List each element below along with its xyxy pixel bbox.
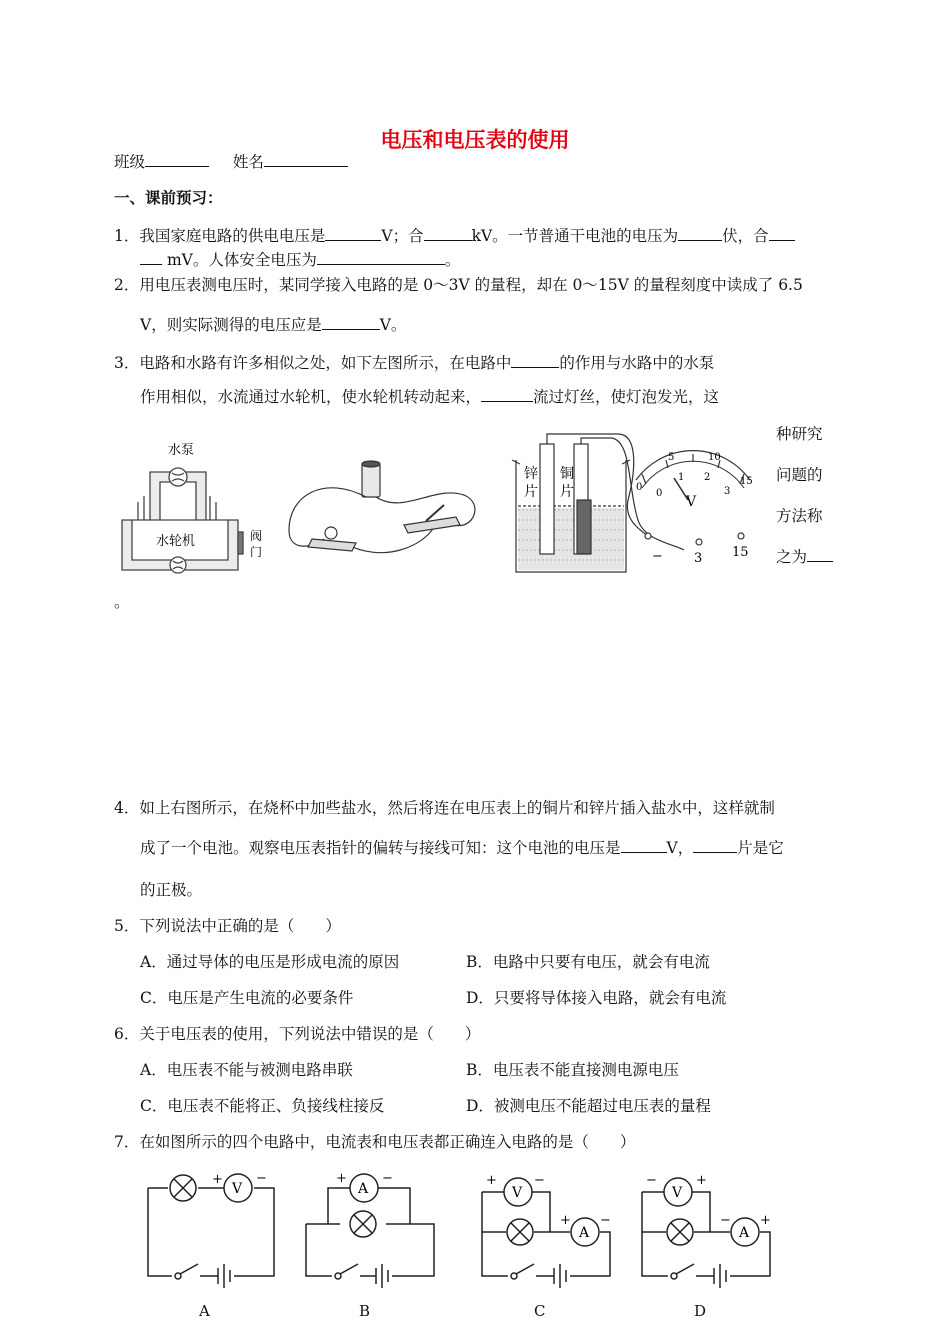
ammeter-b-label: A (358, 1181, 369, 1197)
water-circuit-figure (110, 432, 285, 582)
ammeter-d-label: A (739, 1225, 750, 1241)
scale-bottom-0: 0 (656, 488, 663, 499)
q4-text-a: 成了一个电池。观察电压表指针的偏转与接线可知：这个电池的电压是 (140, 839, 621, 857)
q1-blank-4[interactable] (769, 226, 795, 241)
q1-text-c: kV。一节普通干电池的电压为 (471, 227, 679, 245)
minus-c-v: − (534, 1173, 545, 1188)
scale-top-15: 15 (740, 476, 753, 487)
circuit-d[interactable] (636, 1168, 776, 1292)
valve-label-1: 阀 (250, 529, 263, 543)
q3-side-3: 方法称 (776, 507, 823, 525)
q7-stem: 7．在如图所示的四个电路中，电流表和电压表都正确连入电路的是（ ） (114, 1133, 636, 1151)
terminal-3: 3 (694, 551, 703, 566)
q3-blank-3[interactable] (807, 547, 833, 562)
voltmeter-a-label: V (232, 1181, 243, 1197)
q2-blank[interactable] (322, 315, 380, 330)
q3-text-b: 的作用与水路中的水泵 (559, 354, 715, 372)
q1-line2 (140, 250, 460, 270)
plus-d-v: + (696, 1173, 707, 1188)
ammeter-c-label: A (579, 1225, 590, 1241)
q3-line2 (140, 387, 719, 407)
q2-line1: 2．用电压表测电压时，某同学接入电路的是 0～3V 的量程，却在 0～15V 的量程刻度中读成了 6.5 (114, 276, 803, 294)
q3-side-4 (776, 547, 833, 567)
q1-text-f: 。 (444, 251, 461, 269)
q3-blank-2[interactable] (481, 387, 533, 402)
q4-line3: 的正极。 (140, 881, 203, 899)
q3-blank-1[interactable] (511, 353, 559, 368)
q5-stem: 5．下列说法中正确的是（ ） (114, 917, 341, 935)
caption-b: B (359, 1302, 371, 1320)
q1-text-a: 1．我国家庭电路的供电电压是 (114, 227, 326, 245)
q6-option-c[interactable]: C．电压表不能将正、负接线柱接反 (140, 1097, 385, 1115)
scale-top-0: 0 (636, 482, 643, 493)
valve-label-2: 门 (250, 545, 263, 559)
pump-label: 水泵 (168, 443, 195, 458)
plus-d-a: + (760, 1213, 771, 1228)
q5-option-c[interactable]: C．电压是产生电流的必要条件 (140, 989, 354, 1007)
scale-bottom-1: 1 (678, 472, 685, 483)
q2-text-b: V。 (379, 316, 407, 334)
q1-blank-1[interactable] (325, 226, 381, 241)
page-title: 电压和电压表的使用 (380, 128, 570, 152)
q4-blank-1[interactable] (621, 838, 667, 853)
q5-option-a[interactable]: A．通过导体的电压是形成电流的原因 (140, 953, 400, 971)
q1-blank-4b[interactable] (140, 250, 162, 265)
class-label: 班级 (114, 153, 146, 171)
plus-a: + (212, 1172, 223, 1187)
q1-blank-5[interactable] (317, 250, 445, 265)
plus-c-a: + (560, 1213, 571, 1228)
q1-text-d: 伏，合 (722, 227, 769, 245)
q6-option-a[interactable]: A．电压表不能与被测电路串联 (140, 1061, 353, 1079)
circuit-b[interactable] (300, 1168, 440, 1292)
q3-text-a: 3．电路和水路有许多相似之处，如下左图所示，在电路中 (114, 354, 512, 372)
q1-text-b: V；合 (381, 227, 424, 245)
q3-side-2: 问题的 (776, 466, 823, 484)
circuit-c[interactable] (476, 1168, 616, 1292)
caption-c: C (534, 1302, 546, 1320)
q4-text-c: 片是它 (737, 839, 784, 857)
scale-bottom-3: 3 (724, 486, 731, 497)
scale-top-10: 10 (708, 452, 721, 463)
minus-d-a: − (720, 1213, 731, 1228)
circuit-a[interactable] (140, 1168, 280, 1292)
q6-option-b[interactable]: B．电压表不能直接测电源电压 (466, 1061, 679, 1079)
terminal-minus: − (652, 549, 663, 564)
voltmeter-d-label: V (672, 1185, 683, 1201)
q3-line1 (114, 353, 714, 373)
q1-blank-2[interactable] (424, 226, 472, 241)
q4-text-b: V， (666, 839, 694, 857)
caption-d: D (694, 1302, 707, 1320)
meter-v-label: V (686, 494, 697, 510)
name-label: 姓名 (232, 153, 264, 171)
q2-text-a: V，则实际测得的电压应是 (140, 316, 322, 334)
plus-c-v: + (486, 1173, 497, 1188)
q3-end: 。 (114, 593, 130, 611)
plus-b: + (336, 1171, 347, 1186)
minus-c-a: − (600, 1213, 611, 1228)
q1-blank-3[interactable] (678, 226, 722, 241)
q4-blank-2[interactable] (693, 838, 737, 853)
terminal-15: 15 (732, 545, 749, 560)
q1-line1 (114, 226, 795, 246)
minus-b: − (382, 1171, 393, 1186)
battery-icon (362, 463, 380, 497)
q3-side-1: 种研究 (776, 425, 823, 443)
q3-text-c: 作用相似，水流通过水轮机，使水轮机转动起来， (140, 388, 482, 406)
q3-side-4-text: 之为 (776, 548, 808, 566)
header-line (114, 152, 348, 172)
q4-line2 (140, 838, 784, 858)
electric-circuit-figure (284, 455, 494, 570)
voltmeter-c-label: V (512, 1185, 523, 1201)
voltaic-cell-figure (508, 430, 770, 580)
q4-line1: 4．如上右图所示，在烧杯中加些盐水，然后将连在电压表上的铜片和锌片插入盐水中，这样就制 (114, 799, 775, 817)
section-heading: 一、课前预习： (114, 189, 223, 207)
minus-d-v: − (646, 1173, 657, 1188)
scale-top-5: 5 (668, 452, 675, 463)
q5-option-b[interactable]: B．电路中只要有电压，就会有电流 (466, 953, 710, 971)
q5-option-d[interactable]: D．只要将导体接入电路，就会有电流 (466, 989, 727, 1007)
class-blank[interactable] (145, 152, 209, 167)
caption-a: A (199, 1302, 210, 1320)
q2-line2 (140, 315, 406, 335)
zinc-label-2: 片 (524, 484, 538, 500)
name-blank[interactable] (264, 152, 348, 167)
copper-label-2: 片 (560, 484, 574, 500)
q6-option-d[interactable]: D．被测电压不能超过电压表的量程 (466, 1097, 711, 1115)
turbine-label: 水轮机 (156, 534, 196, 549)
q3-text-d: 流过灯丝，使灯泡发光，这 (533, 388, 720, 406)
minus-a: − (256, 1171, 267, 1186)
q6-stem: 6．关于电压表的使用，下列说法中错误的是（ ） (114, 1025, 481, 1043)
scale-bottom-2: 2 (704, 472, 711, 483)
zinc-label-1: 锌 (524, 466, 538, 482)
copper-label-1: 铜 (560, 466, 574, 482)
q1-text-e: mV。人体安全电压为 (166, 251, 317, 269)
